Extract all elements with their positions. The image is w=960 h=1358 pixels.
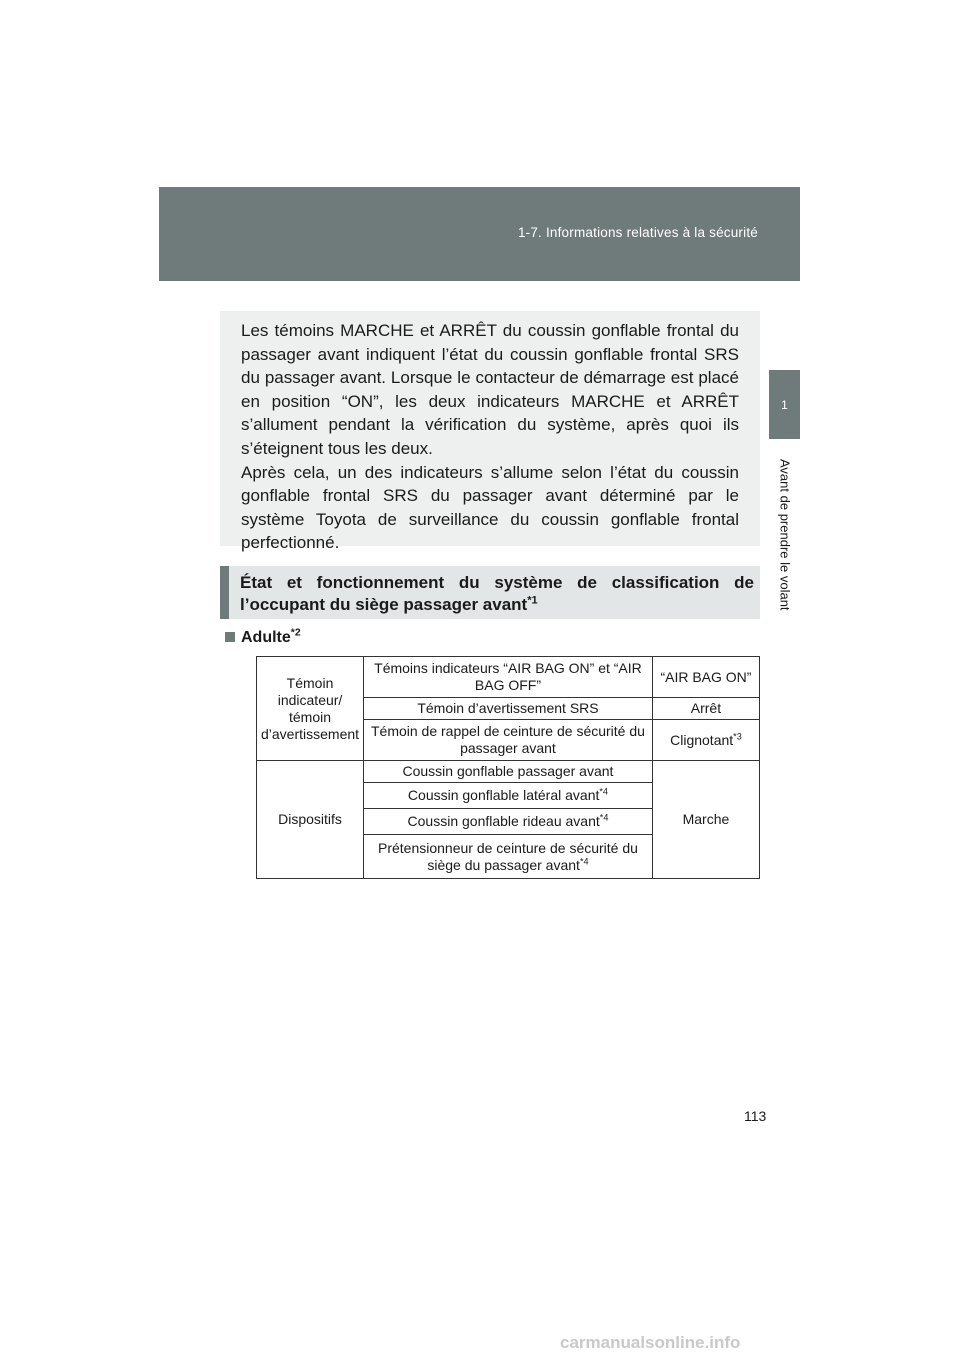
table-cell-text: Coussin gonflable rideau avant <box>407 813 600 829</box>
section-heading-line1: État et fonctionnement du système de classification de <box>240 573 754 592</box>
adult-label: Adulte <box>241 629 291 646</box>
table-cell: Marche <box>652 761 759 879</box>
intro-paragraph-2: Après cela, un des indicateurs s’allume selon l’état du coussin gonflable frontal SRS du passager avant déterminé par le système Toyota de surveillance du coussin gonflable frontal perfectionné. <box>241 462 739 553</box>
table-cell-text: Prétensionneur de ceinture de sécurité du siège du passager avant <box>377 839 638 873</box>
table-cell <box>364 783 653 809</box>
table-cell <box>364 809 653 835</box>
footnote-ref: *3 <box>733 730 742 741</box>
footnote-ref: *4 <box>579 855 589 866</box>
group-label-devices: Dispositifs <box>257 761 364 879</box>
group-label-indicators: Témoin indicateur/ témoin d’avertissement <box>257 657 364 761</box>
table-cell: Coussin gonflable passager avant <box>364 761 653 783</box>
section-title: 1-7. Informations relatives à la sécurité <box>517 225 758 240</box>
header-band <box>159 187 800 281</box>
footnote-ref: *1 <box>527 594 538 607</box>
adult-heading <box>225 629 301 647</box>
section-heading-line2: l’occupant du siège passager avant <box>240 595 528 614</box>
footnote-ref: *2 <box>290 627 301 639</box>
square-bullet-icon <box>225 632 235 642</box>
section-heading <box>220 566 760 619</box>
page-number: 113 <box>744 1108 767 1124</box>
table-cell: Arrêt <box>652 698 759 720</box>
table-cell-text: Clignotant <box>670 731 734 748</box>
table-cell: Témoin d’avertissement SRS <box>364 698 653 720</box>
table-cell: Témoins indicateurs “AIR BAG ON” et “AIR BAG OFF” <box>364 657 653 698</box>
table-cell-text: Coussin gonflable latéral avant <box>407 787 600 803</box>
table-cell <box>364 835 653 879</box>
footnote-ref: *4 <box>599 786 608 797</box>
table-cell: Témoin de rappel de ceinture de sécurité du passager avant <box>364 720 653 761</box>
watermark: carmanualsonline.info <box>560 1333 741 1352</box>
intro-box <box>220 311 760 553</box>
table-cell: “AIR BAG ON” <box>652 657 759 698</box>
table-cell <box>652 720 759 761</box>
footnote-ref: *4 <box>599 812 609 823</box>
chapter-number: 1 <box>781 397 788 412</box>
chapter-tab <box>769 370 800 439</box>
status-table <box>256 656 760 879</box>
chapter-label: Avant de prendre le volant <box>777 459 793 611</box>
intro-paragraph-1: Les témoins MARCHE et ARRÊT du coussin gonflable frontal du passager avant indiquent l’état du coussin gonflable frontal SRS du passager avant. Lorsque le contacteur de démarrage est placé en position “ON”, les deux indicateurs MARCHE et ARRÊT s’allument pendant la vérification du système, après quoi ils s’éteignent tous les deux. <box>241 321 739 458</box>
